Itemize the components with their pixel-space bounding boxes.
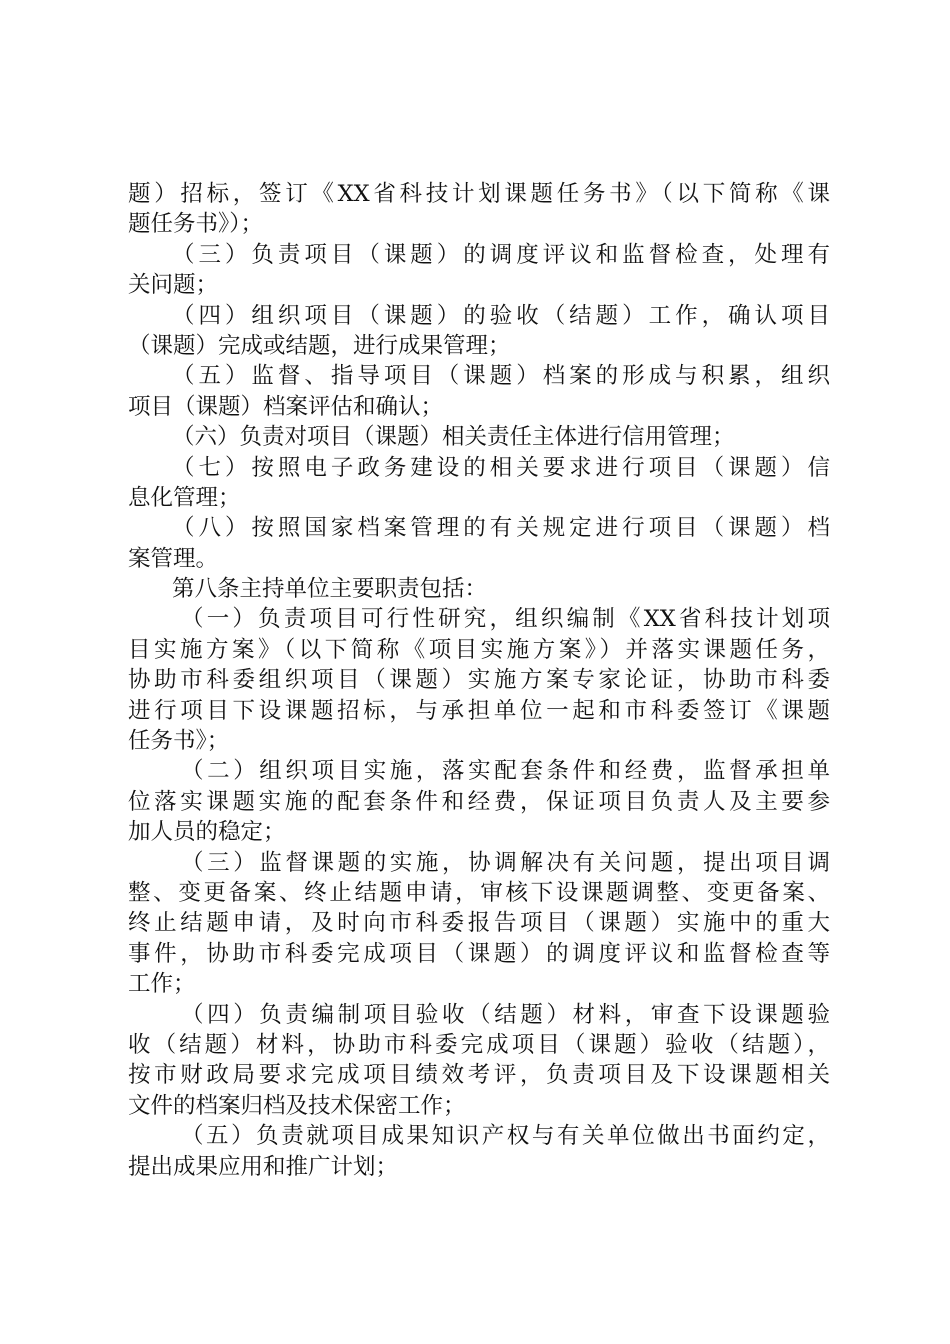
document-body: [128, 179, 830, 1182]
text-line: （七）按照电子政务建设的相关要求进行项目（课题）信: [172, 454, 830, 481]
text-line: 加人员的稳定；: [128, 819, 286, 846]
text-line: （五）负责就项目成果知识产权与有关单位做出书面约定，: [181, 1123, 830, 1150]
text-line: （课题）完成或结题，进行成果管理；: [128, 332, 511, 359]
text-line: 题）招标，签订《XX省科技计划课题任务书》（以下简称《课: [128, 181, 830, 207]
text-line: 收（结题）材料，协助市科委完成项目（课题）验收（结题），: [128, 1031, 830, 1058]
text-line: 题任务书》）；: [128, 211, 264, 238]
text-line: 终止结题申请，及时向市科委报告项目（课题）实施中的重大: [128, 910, 830, 937]
text-line: （四）负责编制项目验收（结题）材料，审查下设课题验: [181, 1001, 830, 1028]
text-line: 息化管理；: [128, 484, 241, 511]
text-line: 文件的档案归档及技术保密工作；: [128, 1092, 466, 1119]
text-line: 项目（课题）档案评估和确认；: [128, 393, 444, 420]
text-line: （六）负责对项目（课题）相关责任主体进行信用管理；: [172, 424, 735, 451]
text-line: 整、变更备案、终止结题申请，审核下设课题调整、变更备案、: [128, 879, 830, 906]
text-line: 协助市科委组织项目（课题）实施方案专家论证，协助市科委: [128, 667, 830, 694]
text-line: （三）负责项目（课题）的调度评议和监督检查，处理有: [172, 241, 830, 268]
text-line: （一）负责项目可行性研究，组织编制《XX省科技计划项: [181, 606, 830, 633]
text-line: （四）组织项目（课题）的验收（结题）工作，确认项目: [172, 302, 830, 329]
text-line: （二）组织项目实施，落实配套条件和经费，监督承担单: [181, 758, 830, 785]
text-line: 案管理。: [128, 545, 219, 572]
text-line: （三）监督课题的实施，协调解决有关问题，提出项目调: [181, 849, 830, 876]
text-line: 工作；: [128, 971, 196, 998]
section-heading: 第八条主持单位主要职责包括：: [172, 576, 488, 603]
text-line: 关问题；: [128, 272, 219, 299]
text-line: 任务书》；: [128, 728, 230, 755]
text-line: （五）监督、指导项目（课题）档案的形成与积累，组织: [172, 363, 830, 390]
text-line: 事件，协助市科委完成项目（课题）的调度评议和监督检查等: [128, 940, 830, 967]
text-line: 位落实课题实施的配套条件和经费，保证项目负责人及主要参: [128, 788, 830, 815]
text-line: （八）按照国家档案管理的有关规定进行项目（课题）档: [172, 515, 830, 542]
text-line: 进行项目下设课题招标，与承担单位一起和市科委签订《课题: [128, 697, 830, 724]
text-line: 目实施方案》（以下简称《项目实施方案》）并落实课题任务，: [128, 636, 830, 663]
text-line: 按市财政局要求完成项目绩效考评，负责项目及下设课题相关: [128, 1062, 830, 1089]
text-line: 提出成果应用和推广计划；: [128, 1153, 399, 1180]
